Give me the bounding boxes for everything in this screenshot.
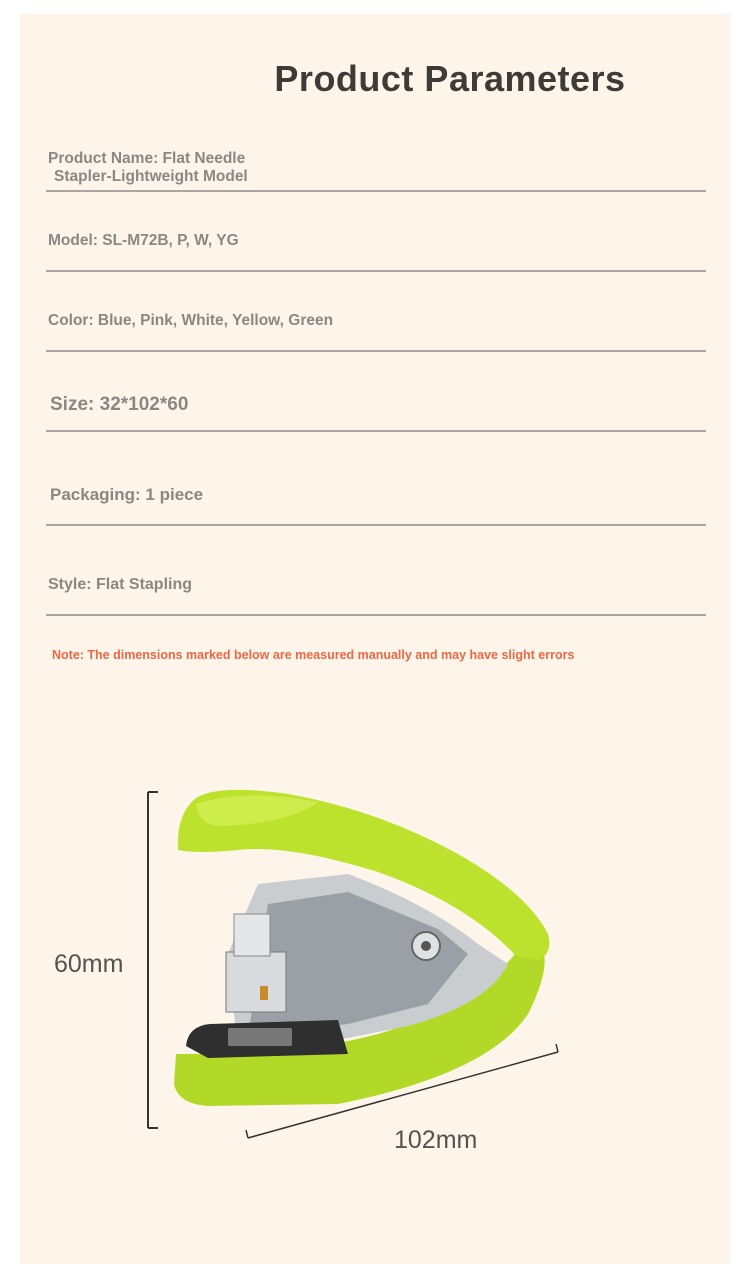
page-title: Product Parameters [274, 58, 626, 99]
measurement-note: Note: The dimensions marked below are measured manually and may have slight errors [52, 648, 575, 662]
stapler-image [48, 754, 648, 1214]
stapler-figure [48, 754, 648, 1214]
product-parameters-page [20, 14, 730, 1264]
param-product-name-line2: Stapler-Lightweight Model [54, 168, 248, 185]
param-size-text: Size: 32*102*60 [50, 394, 189, 415]
param-packaging-text: Packaging: 1 piece [50, 485, 204, 504]
param-color-text: Color: Blue, Pink, White, Yellow, Green [48, 312, 334, 329]
param-product-name [46, 134, 706, 192]
param-size [46, 374, 706, 432]
param-product-name-line1: Product Name: Flat Needle [48, 150, 246, 167]
param-model [46, 214, 706, 272]
param-style [46, 544, 706, 616]
param-packaging [46, 454, 706, 526]
height-dimension-label: 60mm [54, 950, 124, 978]
length-dimension-label: 102mm [394, 1126, 478, 1154]
param-model-text: Model: SL-M72B, P, W, YG [48, 232, 239, 249]
param-style-text: Style: Flat Stapling [48, 576, 193, 593]
param-color [46, 294, 706, 352]
